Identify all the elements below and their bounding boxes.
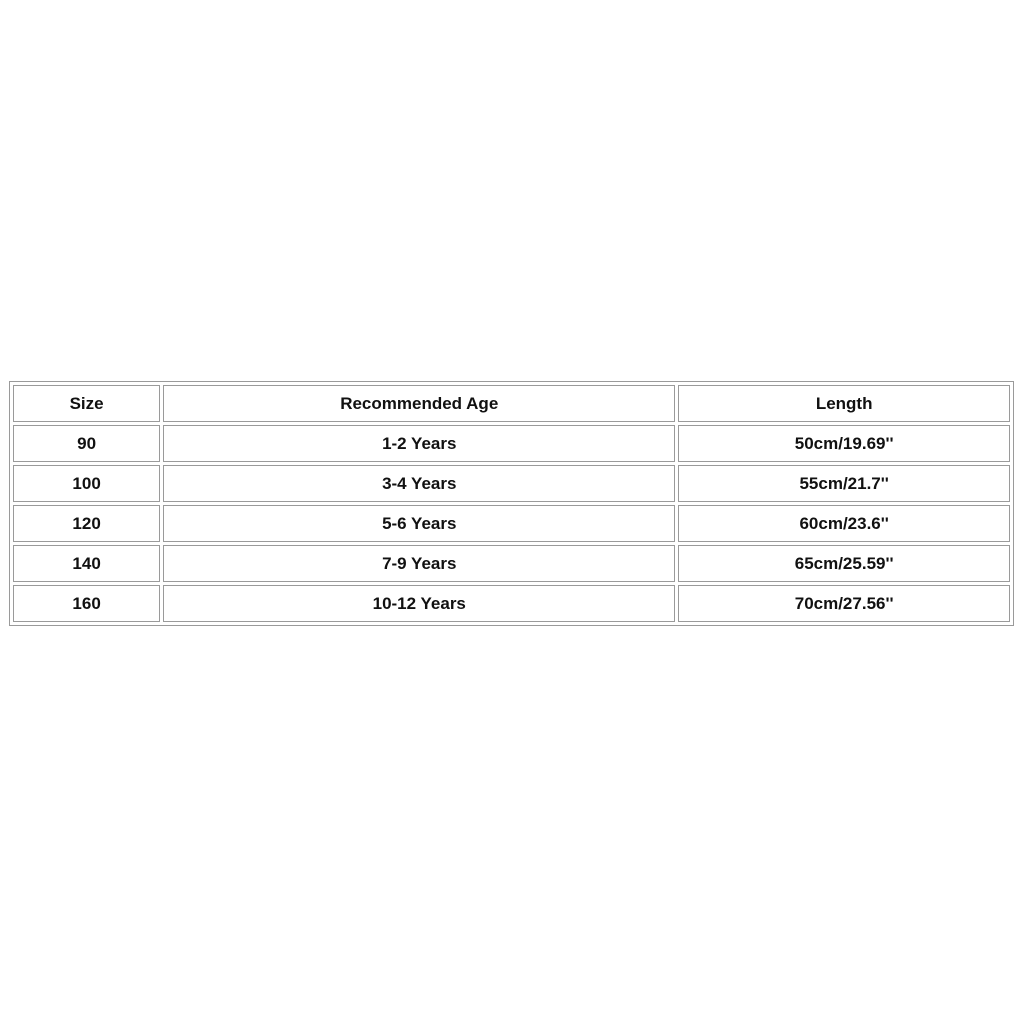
table-row [13,545,1010,582]
cell-length: 60cm/23.6'' [678,505,1010,542]
cell-size: 90 [13,425,160,462]
header-recommended-age: Recommended Age [163,385,675,422]
cell-age: 7-9 Years [163,545,675,582]
cell-length: 50cm/19.69'' [678,425,1010,462]
cell-length: 65cm/25.59'' [678,545,1010,582]
cell-age: 3-4 Years [163,465,675,502]
table-row [13,425,1010,462]
cell-size: 100 [13,465,160,502]
table-row [13,505,1010,542]
cell-size: 120 [13,505,160,542]
header-length: Length [678,385,1010,422]
cell-length: 55cm/21.7'' [678,465,1010,502]
table-header-row [13,385,1010,422]
cell-age: 1-2 Years [163,425,675,462]
cell-size: 160 [13,585,160,622]
size-chart-table [9,381,1014,626]
cell-size: 140 [13,545,160,582]
table-row [13,465,1010,502]
cell-age: 10-12 Years [163,585,675,622]
table-row [13,585,1010,622]
cell-age: 5-6 Years [163,505,675,542]
cell-length: 70cm/27.56'' [678,585,1010,622]
header-size: Size [13,385,160,422]
